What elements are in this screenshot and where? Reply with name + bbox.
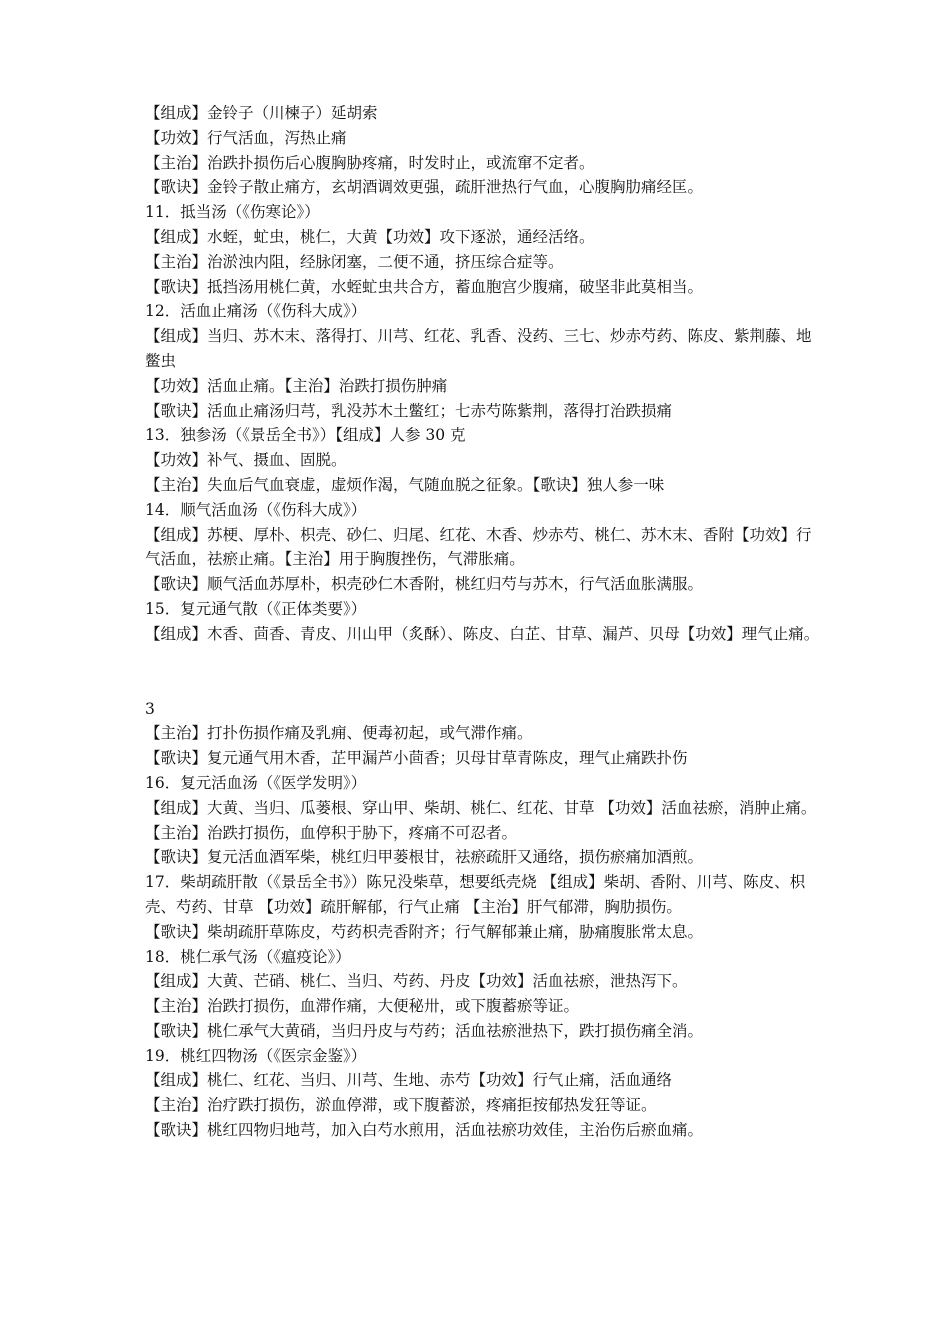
text-line: 【主治】治跌打损伤，血滞作痛，大便秘卅，或下腹蓄瘀等证。 [145, 997, 580, 1016]
text-line: 【组成】水蛭，虻虫，桃仁，大黄【功效】攻下逐淤，通经活络。 [145, 227, 595, 246]
text-line: 【组成】木香、茴香、青皮、川山甲（炙酥）、陈皮、白芷、甘草、漏芦、贝母【功效】理气止痛。 [145, 624, 820, 643]
text-line: 【歌诀】复元通气用木香，芷甲漏芦小茴香；贝母甘草青陈皮，理气止痛跌扑伤 [145, 749, 688, 768]
text-line: 【歌诀】桃红四物归地芎，加入白芍水煎用，活血祛瘀功效佳，主治伤后瘀血痛。 [145, 1121, 704, 1140]
section-heading: 14．顺气活血汤（《伤科大成》） [145, 500, 367, 519]
section-heading: 18．桃仁承气汤（《瘟疫论》） [145, 947, 351, 966]
text-line: 【组成】金铃子（川楝子）延胡索 [145, 104, 378, 122]
section-heading: 16．复元活血汤（《医学发明》） [145, 773, 367, 792]
text-line: 【主治】失血后气血衰虚，虚烦作渴，气随血脱之征象。【歌诀】独人参一味 [145, 475, 665, 494]
text-line: 【组成】当归、苏木末、落得打、川芎、红花、乳香、没药、三七、炒赤芍药、陈皮、紫荆藤、地鳖虫 [145, 327, 812, 370]
text-line: 【主治】治疗跌打损伤，淤血停滞，或下腹蓄淤，疼痛拒按郁热发狂等证。 [145, 1096, 657, 1115]
text-line: 【组成】桃仁、红花、当归、川芎、生地、赤芍【功效】行气止痛，活血通络 [145, 1071, 673, 1090]
text-line: 【组成】大黄、当归、瓜蒌根、穿山甲、柴胡、桃仁、红花、甘草 【功效】活血祛瘀，消肿止痛。 [145, 798, 817, 817]
text-line: 【歌诀】抵挡汤用桃仁黄，水蛭虻虫共合方，蓄血胞宫少腹痛，破坚非此莫相当。 [145, 277, 704, 296]
text-line: 【功效】行气活血，泻热止痛 [145, 128, 347, 147]
section-heading: 15．复元通气散（《正体类要》） [145, 599, 367, 618]
text-line: 【组成】苏梗、厚朴、枳壳、砂仁、归尾、红花、木香、炒赤芍、桃仁、苏木末、香附【功效】行气活血，祛瘀止痛。【主治】用于胸腹挫伤，气滞胀痛。 [145, 525, 812, 569]
text-line: 【主治】打扑伤损作痛及乳痈、便毒初起，或气滞作痛。 [145, 724, 533, 743]
text-block-1 [145, 101, 825, 647]
text-line: 【主治】治跌扑损伤后心腹胸胁疼痛，时发时止，或流窜不定者。 [145, 153, 595, 172]
document-page [145, 101, 825, 1143]
text-line: 【歌诀】顺气活血苏厚朴，枳壳砂仁木香附，桃红归芍与苏木，行气活血胀满服。 [145, 575, 704, 594]
text-line: 【组成】大黄、芒硝、桃仁、当归、芍药、丹皮【功效】活血祛瘀，泄热泻下。 [145, 972, 688, 991]
text-line: 【主治】治跌打损伤，血停积于胁下，疼痛不可忍者。 [145, 823, 518, 842]
text-line: 【主治】治淤浊内阻，经脉闭塞，二便不通，挤压综合症等。 [145, 252, 564, 271]
section-heading: 17．柴胡疏肝散（《景岳全书》）陈兄没柴草，想要纸壳烧 【组成】柴胡、香附、川芎、陈皮、枳壳、芍药、甘草 【功效】疏肝解郁，行气止痛 【主治】肝气郁滞，胸肋损伤。 [145, 873, 806, 916]
section-heading: 12．活血止痛汤（《伤科大成》） [145, 302, 367, 321]
text-line: 【歌诀】复元活血酒军柴，桃红归甲蒌根甘，祛瘀疏肝又通络，损伤瘀痛加酒煎。 [145, 848, 704, 867]
text-block-2 [145, 721, 825, 1143]
section-heading: 19．桃红四物汤（《医宗金鉴》） [145, 1046, 367, 1065]
text-line: 【功效】活血止痛。【主治】治跌打损伤肿痛 [145, 376, 448, 395]
section-heading: 13．独参汤（《景岳全书》）【组成】人参 30 克 [145, 426, 466, 445]
section-heading: 11．抵当汤（《伤寒论》） [145, 203, 320, 222]
text-line: 【歌诀】桃仁承气大黄硝，当归丹皮与芍药；活血祛瘀泄热下，跌打损伤痛全消。 [145, 1021, 704, 1040]
page-number: 3 [145, 699, 155, 718]
text-line: 【歌诀】活血止痛汤归芎，乳没苏木土鳖红；七赤芍陈紫荆，落得打治跌损痛 [145, 401, 673, 420]
text-line: 【歌诀】柴胡疏肝草陈皮，芍药枳壳香附齐；行气解郁兼止痛，胁痛腹胀常太息。 [145, 922, 704, 941]
page-break-gap [145, 647, 825, 697]
text-line: 【歌诀】金铃子散止痛方，玄胡酒调效更强，疏肝泄热行气血，心腹胸肋痛经匡。 [145, 178, 704, 197]
text-line: 【功效】补气、摄血、固脱。 [145, 451, 347, 470]
